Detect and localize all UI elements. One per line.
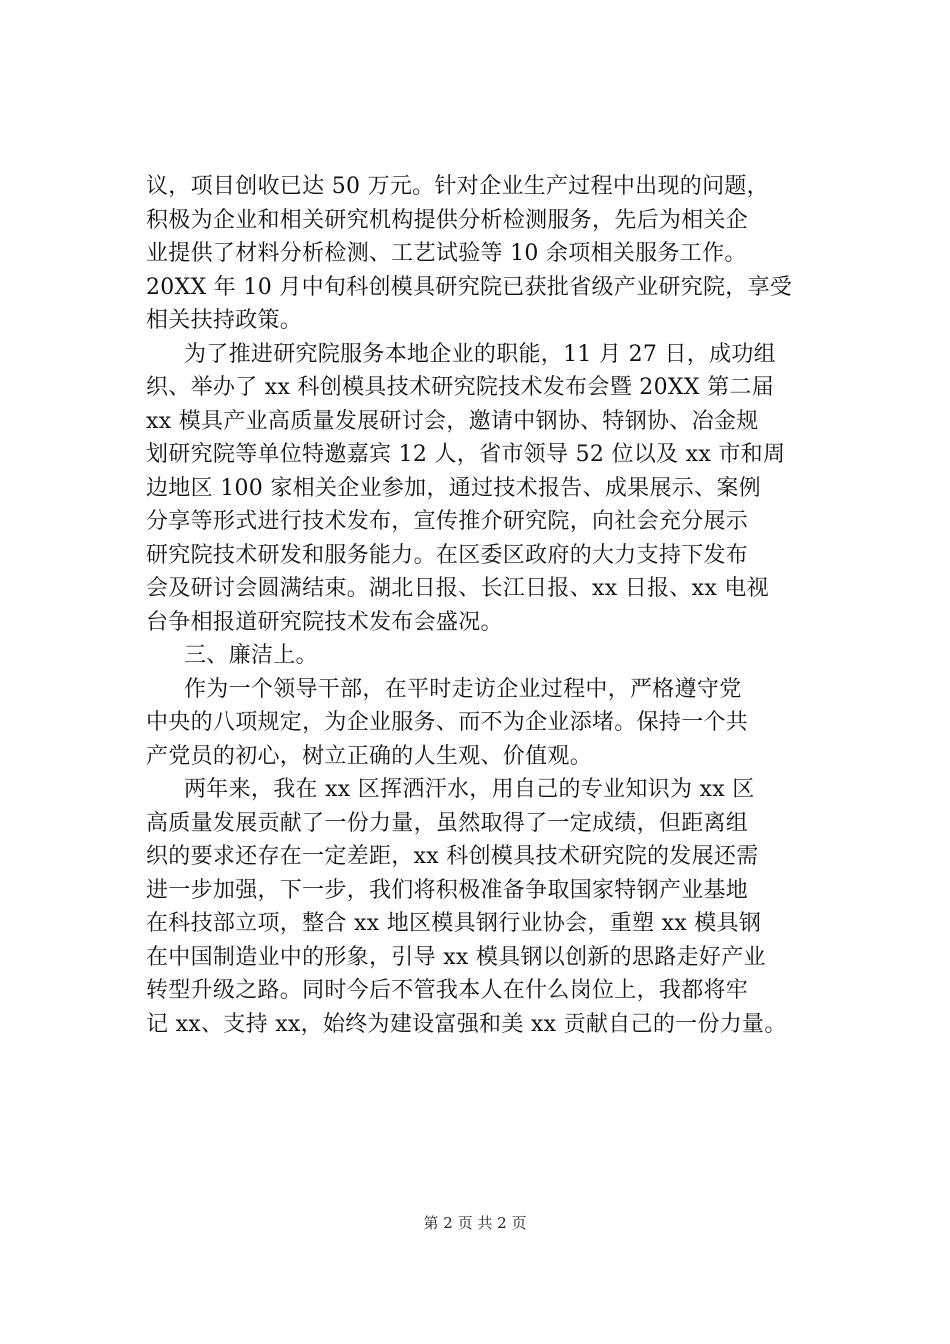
text-line: 记 xx、支持 xx，始终为建设富强和美 xx 贡献自己的一份力量。 [146, 1011, 787, 1037]
text-line: 产党员的初心，树立正确的人生观、价值观。 [146, 743, 593, 769]
text-line: 织、举办了 xx 科创模具技术研究院技术发布会暨 20XX 第二届 [146, 375, 775, 400]
text-line: 业提供了材料分析检测、工艺试验等 10 余项相关服务工作。 [146, 241, 747, 266]
text-line: 进一步加强，下一步，我们将积极准备争取国家特钢产业基地 [146, 877, 749, 903]
text-line: 积极为企业和相关研究机构提供分析检测服务，先后为相关企 [146, 207, 749, 233]
text-line: 在科技部立项，整合 xx 地区模具钢行业协会，重塑 xx 模具钢 [146, 911, 762, 936]
text-line: 转型升级之路。同时今后不管我本人在什么岗位上，我都将牢 [146, 978, 749, 1003]
text-line: 20XX 年 10 月中旬科创模具研究院已获批省级产业研究院，享受 [146, 274, 793, 300]
paragraph-start-line: 为了推进研究院服务本地企业的职能，11 月 27 日，成功组 [184, 341, 776, 367]
text-line: xx 模具产业高质量发展研讨会，邀请中钢协、特钢协、冶金规 [146, 408, 759, 434]
text-line: 划研究院等单位特邀嘉宾 12 人，省市领导 52 位以及 xx 市和周 [146, 442, 786, 467]
section-heading: 三、廉洁上。 [184, 643, 318, 668]
text-line: 织的要求还存在一定差距，xx 科创模具技术研究院的发展还需 [146, 844, 759, 869]
text-line: 高质量发展贡献了一份力量，虽然取得了一定成绩，但距离组 [146, 810, 749, 836]
paragraph-start-line: 作为一个领导干部，在平时走访企业过程中，严格遵守党 [184, 676, 742, 702]
page-number-footer: 第 2 页 共 2 页 [423, 1214, 527, 1232]
text-line: 研究院技术研发和服务能力。在区委区政府的大力支持下发布 [146, 542, 749, 568]
text-line: 在中国制造业中的形象，引导 xx 模具钢以创新的思路走好产业 [146, 944, 766, 970]
text-line: 台争相报道研究院技术发布会盛况。 [146, 609, 503, 635]
document-body [146, 170, 816, 1041]
text-line: 议，项目创收已达 50 万元。针对企业生产过程中出现的问题， [146, 174, 769, 199]
text-line: 相关扶持政策。 [146, 308, 303, 333]
text-line: 分享等形式进行技术发布，宣传推介研究院，向社会充分展示 [146, 509, 749, 534]
text-line: 会及研讨会圆满结束。湖北日报、长江日报、xx 日报、xx 电视 [146, 576, 769, 601]
text-line: 边地区 100 家相关企业参加，通过技术报告、成果展示、案例 [146, 475, 761, 501]
paragraph-start-line: 两年来，我在 xx 区挥洒汗水，用自己的专业知识为 xx 区 [184, 777, 755, 802]
text-line: 中央的八项规定，为企业服务、而不为企业添堵。保持一个共 [146, 710, 749, 735]
